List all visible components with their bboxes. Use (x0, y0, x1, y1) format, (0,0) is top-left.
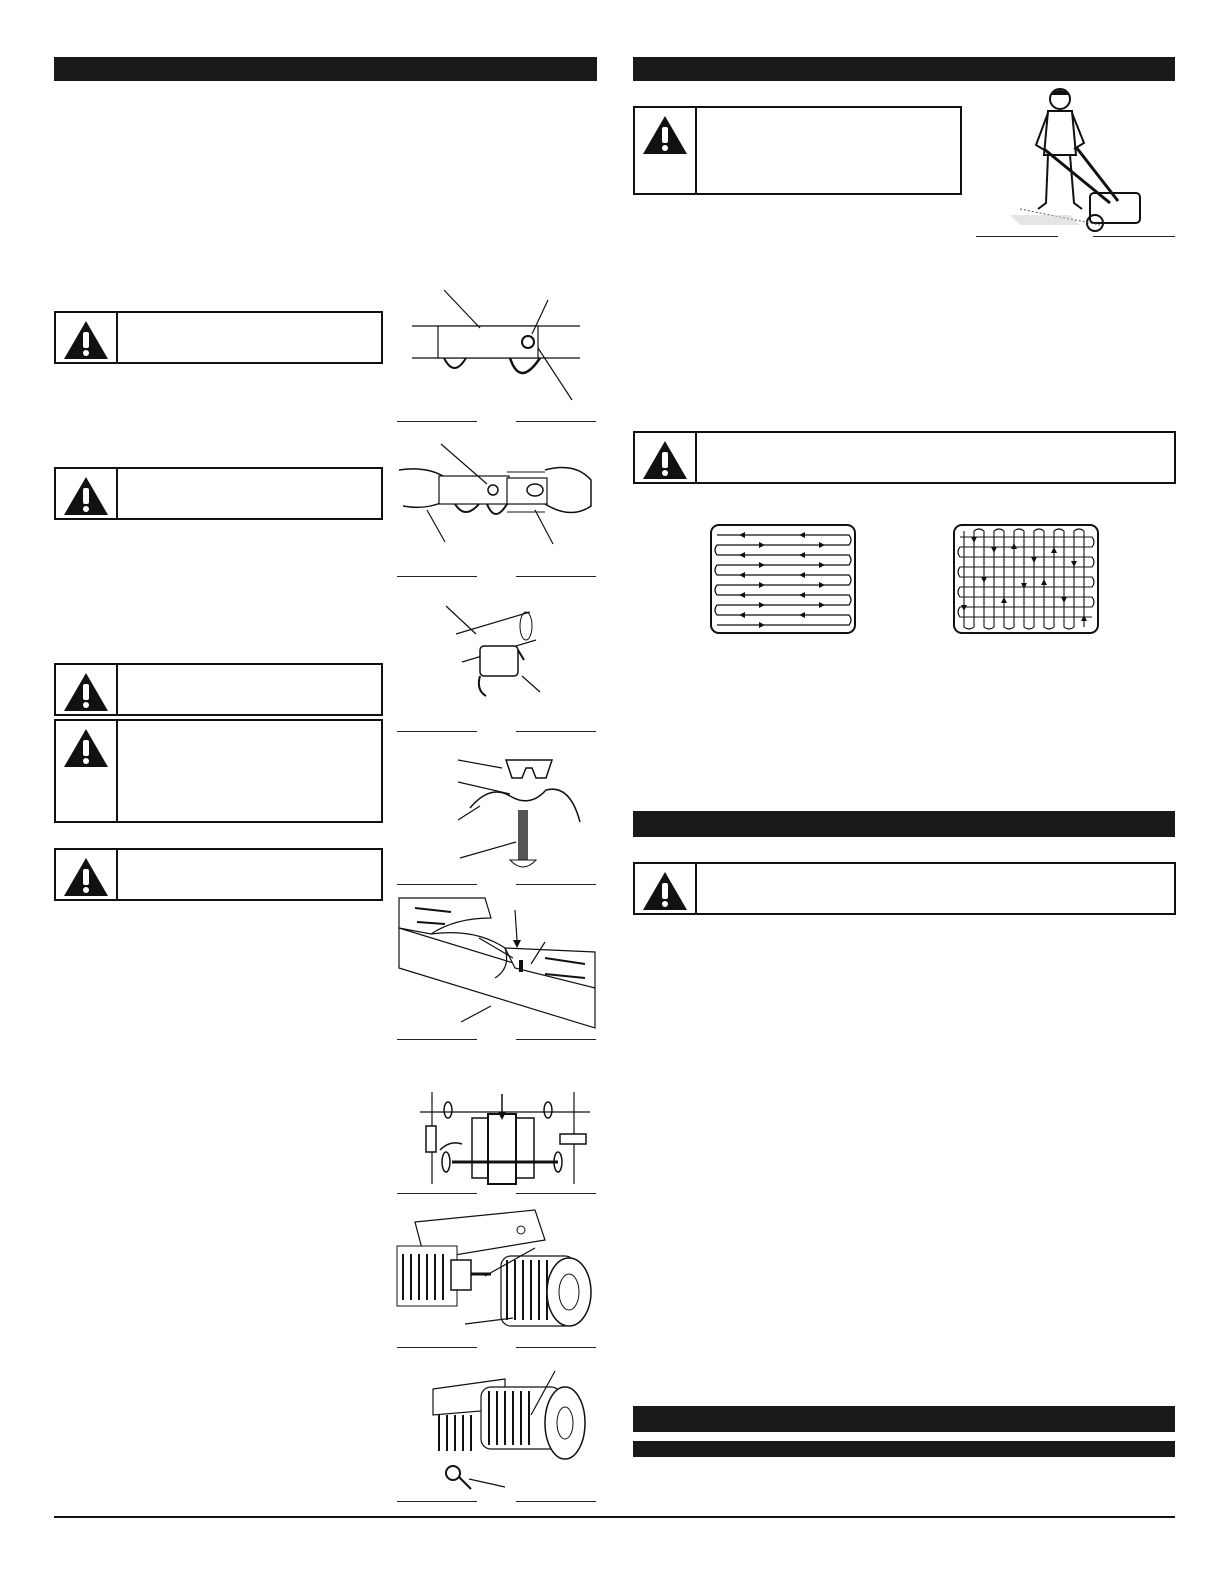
figure-caption-rule (397, 731, 477, 732)
crisscross-pattern-diagram (952, 523, 1100, 635)
operator-pushing-dethatcher-illustration (1000, 85, 1180, 235)
figure-caption-rule (1093, 236, 1175, 237)
single-direction-pattern-diagram (709, 523, 857, 635)
figure-caption-rule (397, 1347, 477, 1348)
warning-box (54, 848, 383, 901)
warning-box (633, 106, 962, 195)
hairpin-clip-installation-illustration (425, 1365, 595, 1495)
figure-caption-rule (397, 1193, 477, 1194)
figure-caption-rule (397, 576, 477, 577)
warning-triangle-icon (635, 864, 697, 913)
assembly-section-header (54, 57, 597, 81)
storage-subsection-header (633, 1441, 1175, 1457)
handle-knob-illustration (440, 600, 550, 710)
warning-triangle-icon (56, 313, 118, 362)
figure-caption-rule (516, 1193, 596, 1194)
warning-box (54, 467, 383, 520)
knob-bolt-exploded-illustration (450, 750, 590, 880)
height-adjustment-top-view-illustration (410, 1090, 595, 1190)
storage-section-header (633, 1406, 1175, 1432)
warning-triangle-icon (56, 721, 118, 821)
tine-reel-installation-illustration (395, 1200, 597, 1342)
figure-caption-rule (516, 576, 596, 577)
warning-box (54, 663, 383, 716)
figure-caption-rule (397, 421, 477, 422)
warning-triangle-icon (56, 469, 118, 518)
figure-caption-rule (516, 731, 596, 732)
warning-triangle-icon (635, 433, 697, 482)
figure-caption-rule (397, 1039, 477, 1040)
warning-triangle-icon (635, 108, 697, 193)
warning-box (54, 719, 383, 823)
grass-bag-attachment-illustration (395, 888, 597, 1036)
figure-caption-rule (516, 421, 596, 422)
maintenance-section-header (633, 811, 1175, 837)
warning-box (633, 431, 1176, 484)
figure-caption-rule (397, 1501, 477, 1502)
handle-bracket-illustration (400, 288, 590, 406)
figure-caption-rule (516, 1039, 596, 1040)
footer-rule (54, 1516, 1175, 1518)
handle-assembly-hands-illustration (395, 440, 595, 558)
warning-triangle-icon (56, 850, 118, 899)
figure-caption-rule (397, 884, 477, 885)
operation-section-header (633, 57, 1175, 81)
figure-caption-rule (516, 1501, 596, 1502)
figure-caption-rule (976, 236, 1058, 237)
warning-triangle-icon (56, 665, 118, 714)
figure-caption-rule (516, 884, 596, 885)
warning-box (633, 862, 1176, 915)
figure-caption-rule (516, 1347, 596, 1348)
warning-box (54, 311, 383, 364)
